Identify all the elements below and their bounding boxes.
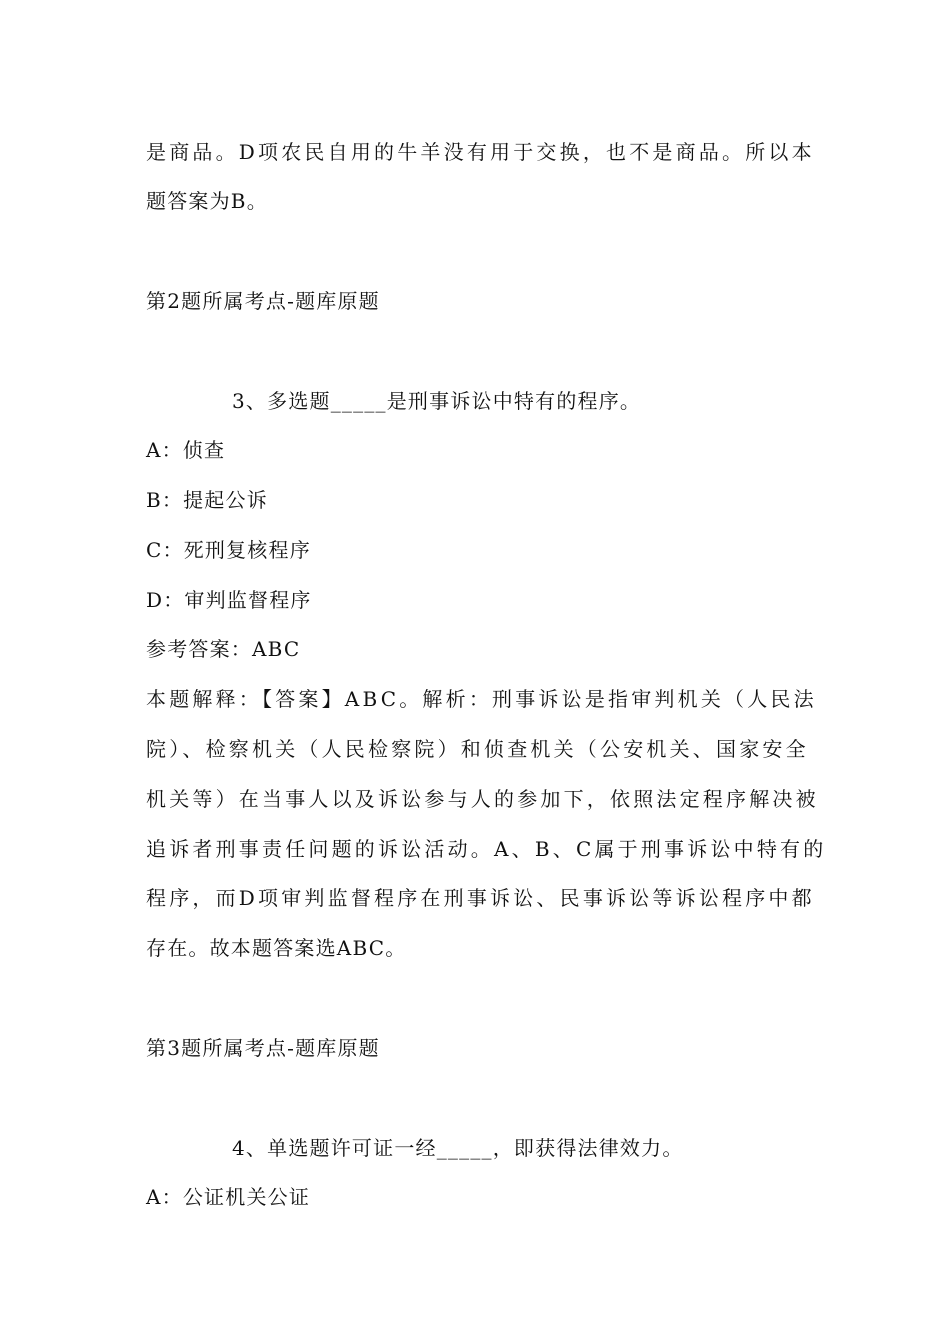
- option-d: D：审判监督程序: [146, 588, 312, 612]
- question-stem: 4、单选题许可证一经_____，即获得法律效力。: [232, 1136, 684, 1160]
- question-stem: 3、多选题_____是刑事诉讼中特有的程序。: [232, 389, 642, 413]
- explanation-line: 本题解释：【答案】ABC。解析：刑事诉讼是指审判机关（人民法: [146, 687, 817, 711]
- reference-answer: 参考答案：ABC: [146, 637, 301, 661]
- prev-answer-line: 是商品。D项农民自用的牛羊没有用于交换，也不是商品。所以本: [146, 140, 815, 164]
- explanation-line: 院）、检察机关（人民检察院）和侦查机关（公安机关、国家安全: [146, 737, 809, 761]
- prev-answer-line: 题答案为B。: [146, 189, 268, 213]
- explanation-line: 追诉者刑事责任问题的诉讼活动。A、B、C属于刑事诉讼中特有的: [146, 837, 827, 861]
- explanation-line: 机关等）在当事人以及诉讼参与人的参加下，依照法定程序解决被: [146, 787, 819, 811]
- option-c: C：死刑复核程序: [146, 538, 311, 562]
- question-source-label: 第2题所属考点-题库原题: [146, 289, 380, 313]
- explanation-line: 存在。故本题答案选ABC。: [146, 936, 407, 960]
- option-a: A：公证机关公证: [146, 1185, 311, 1209]
- explanation-line: 程序，而D项审判监督程序在刑事诉讼、民事诉讼等诉讼程序中都: [146, 886, 815, 910]
- option-a: A：侦查: [146, 438, 226, 462]
- question-source-label: 第3题所属考点-题库原题: [146, 1036, 380, 1060]
- option-b: B：提起公诉: [146, 488, 268, 512]
